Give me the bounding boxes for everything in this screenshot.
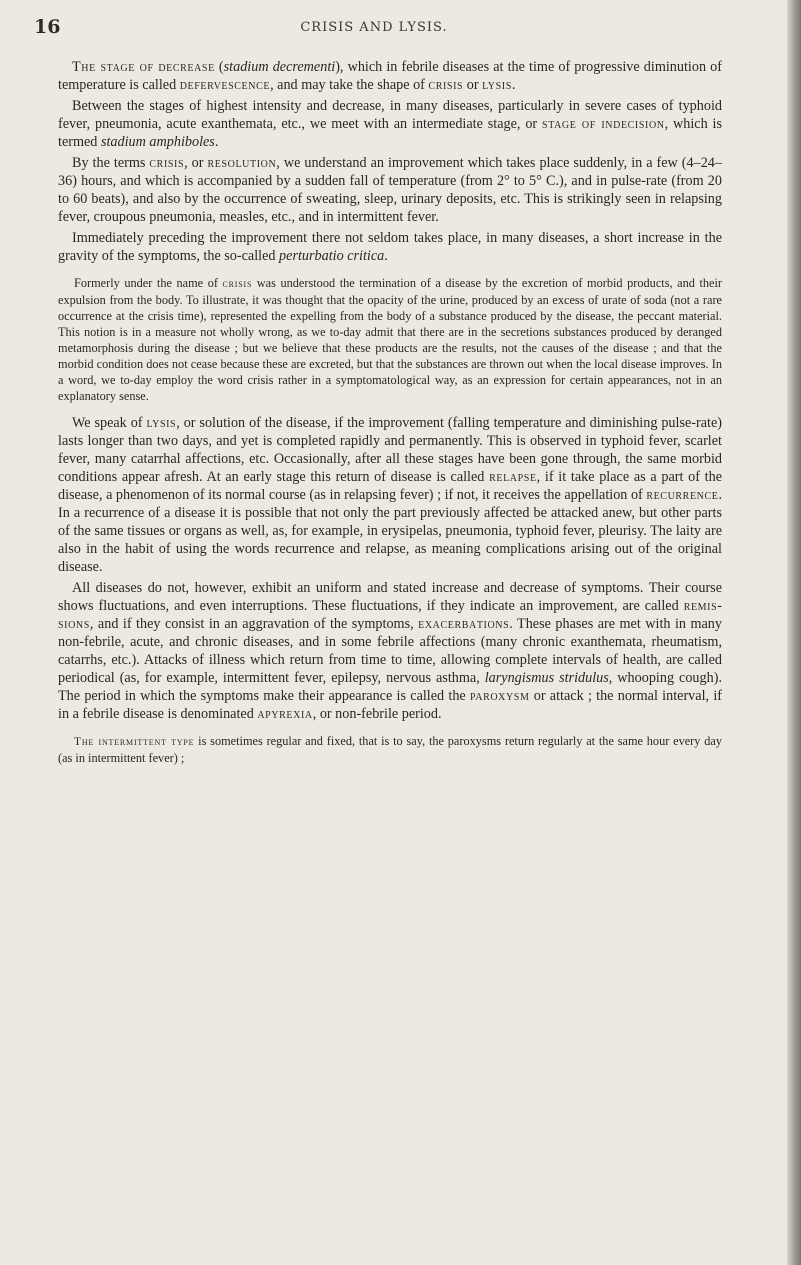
term-stadium-amphiboles: stadium amphiboles xyxy=(100,134,215,150)
term-relapse: relapse xyxy=(489,469,537,485)
term-remissions: remissions xyxy=(58,598,722,632)
paragraph-lysis-relapse: We speak of lysis, or solution of the disease, if the improvement (falling temperature and diminishing pulse-rate) lasts longer than two days, and yet is completed rapidly and permanently. This is observed in typhoid fever, scarlet fever, many catarrhal affections, etc. Occasionally, after all these stages have been gone through, the same morbid conditions appear afresh. At an early stage this return of disease is called relapse, if it take place as a part of the disease, a phenomenon of its normal course (as in relapsing fever) ; if not, it receives the appellation of recurrence. In a recurrence of a disease it is possible that not only the part previously affected be attacked anew, but other parts of the same tissues or organs as well, as, for example, in erysipelas, pneumonia, typhoid fever, pleurisy. The laity are also in the habit of using the words recurrence and relapse, as meaning complications arising out of the original disease. xyxy=(58,415,722,575)
page-spine-shadow xyxy=(787,0,801,1265)
paragraph-remissions: All diseases do not, however, exhibit an uniform and stated increase and decrease of symptoms. Their course shows fluctuations, and even interruptions. These fluctuations, if they indicate an improvement, are called remissions, and if they consist in an aggravation of the symptoms, exacerbations. These phases are met with in many non-febrile, acute, and chronic diseases, and in some febrile affections (many chronic exanthemata, rheumatism, catarrhs, etc.). Attacks of illness which return from time to time, allowing complete intervals of health, are called periodical (as, for example, intermittent fever, epilepsy, nervous asthma, laryngismus stridulus, whooping cough). The period in which the symptoms make their appearance is called the paroxysm or attack ; the normal interval, if in a febrile disease is denominated apyrexia, or non-febrile period. xyxy=(58,580,722,722)
paragraph-perturbatio: Immediately preceding the improvement there not seldom takes place, in many diseases, a short increase in the gravity of the symptoms, the so-called perturbatio critica. xyxy=(58,230,722,264)
page-header xyxy=(34,16,714,46)
footnote-crisis-history: Formerly under the name of crisis was understood the termination of a disease by the excretion of morbid products, and their expulsion from the body. To illustrate, it was thought that the opacity of the urine, produced by an excess of urate of soda (not a rare occurrence at the crisis time), represented the expelling from the body of a substance produced by the disease, the peccant material. This notion is in a measure not wholly wrong, as we to-day admit that there are in the secretions substances produced by deranged metamorphosis during the disease ; but we believe that these products are the results, not the causes of the disease ; and that the morbid condition does not cease because these are excreted, but that the substances are thrown out when the local disease improves. In a word, we to-day employ the word crisis rather in a symptomatological way, as an expression for certain appearances, not in an explanatory sense. xyxy=(58,276,722,403)
term-exacerbations: exacerbations xyxy=(418,616,510,632)
paragraph-intermediate-stage: Between the stages of highest intensity and decrease, in many diseases, particularly in severe cases of typhoid fever, pneumonia, acute exanthemata, etc., we meet with an intermediate stage, or stage of indecision, which is termed stadium amphiboles. xyxy=(58,98,723,150)
term-stage-of-decrease: The stage of decrease xyxy=(72,59,215,75)
term-paroxysm: paroxysm xyxy=(470,688,530,704)
paragraph-defervescence: The stage of decrease (stadium decrementi), which in febrile diseases at the time of progressive diminution of temperature is called defervescence, and may take the shape of crisis or lysis. xyxy=(58,59,722,93)
term-crisis: crisis xyxy=(428,77,464,93)
paragraph-crisis-resolution: By the terms crisis, or resolution, we understand an improvement which takes place suddenly, in a few (4–24–36) hours, and which is accompanied by a sudden fall of temperature (from 2° to 5° C.), and in pulse-rate (from 20 to 60 beats), and also by the occurrence of sweating, sleep, urinary deposits, etc. This is strikingly seen in relapsing fever, croupous pneumonia, measles, etc., and in intermittent fever. xyxy=(58,155,722,225)
term-intermittent-type: The intermittent type xyxy=(74,736,195,748)
term-stage-of-indecision: stage of indecision xyxy=(542,116,665,132)
term-defervescence: defervescence xyxy=(179,77,271,93)
term-recurrence: recurrence xyxy=(646,487,719,503)
term-laryngismus-stridulus: laryngismus stridulus xyxy=(484,670,609,686)
term-resolution: resolution xyxy=(207,155,277,171)
page-number: 16 xyxy=(34,16,61,38)
paragraph-intermittent-type: The intermittent type is sometimes regular and fixed, that is to say, the paroxysms return regularly at the same hour every day (as in intermittent fever) ; xyxy=(58,734,722,765)
running-title: CRISIS AND LYSIS. xyxy=(300,20,448,35)
term-lysis: lysis xyxy=(482,77,512,93)
body-text xyxy=(58,58,722,776)
term-stadium-decrementi: stadium decrementi xyxy=(223,59,336,75)
term-perturbatio-critica: perturbatio critica xyxy=(279,248,385,264)
term-apyrexia: apyrexia xyxy=(257,706,313,722)
